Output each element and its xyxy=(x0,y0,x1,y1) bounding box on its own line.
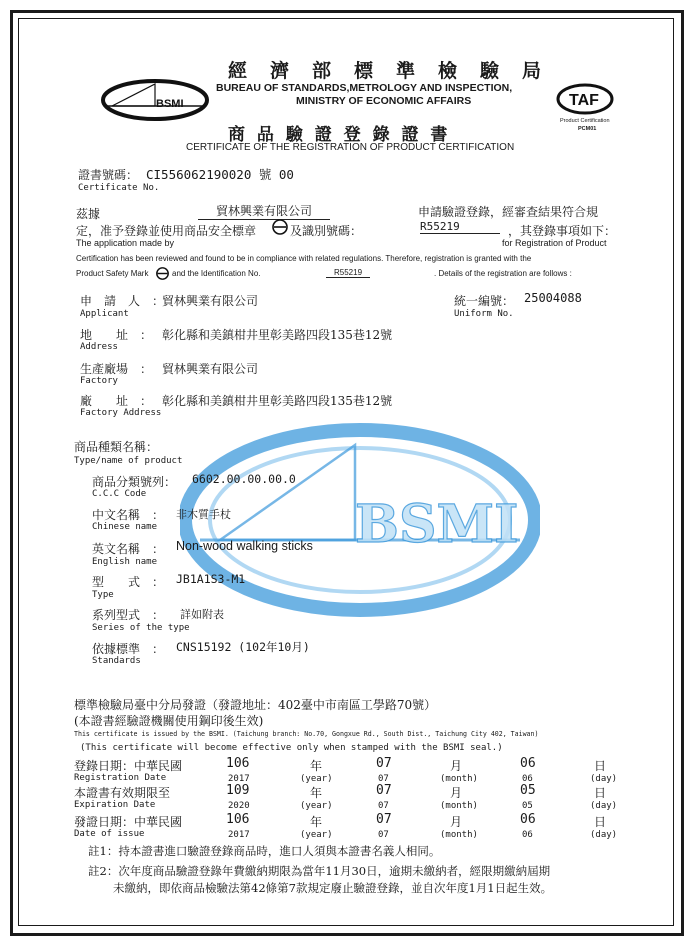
intro-line1-suffix: 申請驗證登錄，經審查結果符合規 xyxy=(418,205,599,219)
expiration-yue: 月 xyxy=(450,786,463,800)
intro-company: 貿林興業有限公司 xyxy=(198,202,330,220)
intro-line2-mid: 及識別號碼： xyxy=(290,224,363,238)
issue-nian: 年 xyxy=(310,815,323,829)
factory-address-label-zh: 廠 址 ： xyxy=(80,394,153,408)
product-type-label-en: Type/name of product xyxy=(74,456,183,466)
ccc-value: 6602.00.00.00.0 xyxy=(192,472,296,486)
intro-id-code: R55219 xyxy=(420,220,500,234)
issue-month-en-val: 07 xyxy=(378,830,389,840)
model-label-zh: 型 式 ： xyxy=(92,575,165,589)
registration-year-en: (year) xyxy=(300,774,333,784)
registration-month-en-val: 07 xyxy=(378,774,389,784)
address-value: 彰化縣和美鎮柑井里彰美路四段135巷12號 xyxy=(162,328,393,342)
registration-month-en: (month) xyxy=(440,774,478,784)
cert-no-label-zh: 證書號碼： xyxy=(78,168,139,182)
factory-value: 貿林興業有限公司 xyxy=(162,362,259,376)
cn-name-value: 非木質手杖 xyxy=(176,508,231,521)
factory-address-label-en: Factory Address xyxy=(80,408,162,418)
registration-day: 06 xyxy=(520,756,536,771)
standard-value: CNS15192 (102年10月) xyxy=(176,640,310,654)
issue-day-en-val: 06 xyxy=(522,830,533,840)
issue-month-en: (month) xyxy=(440,830,478,840)
uniform-value: 25004088 xyxy=(524,291,582,305)
expiration-month-en-val: 07 xyxy=(378,801,389,811)
bsmi-watermark xyxy=(180,420,540,620)
issue-day: 06 xyxy=(520,812,536,827)
expiration-month: 07 xyxy=(376,783,392,798)
intro-en-line3-a: Product Safety Mark xyxy=(76,269,149,278)
factory-label-zh: 生產廠場 ： xyxy=(80,362,153,376)
factory-address-value: 彰化縣和美鎮柑井里彰美路四段135巷12號 xyxy=(162,394,393,408)
cn-name-label-en: Chinese name xyxy=(92,522,158,532)
issue-date-label-zh: 發證日期：中華民國 xyxy=(74,815,183,829)
issue-year-en: (year) xyxy=(300,830,333,840)
expiration-day: 05 xyxy=(520,783,536,798)
issuer-en2: (This certificate will become effective only when stamped with the BSMI seal.) xyxy=(80,743,503,753)
intro-en-for-reg: for Registration of Product xyxy=(502,238,607,248)
bsmi-logo xyxy=(100,78,210,122)
applicant-value: 貿林興業有限公司 xyxy=(162,294,259,308)
expiration-year-en: (year) xyxy=(300,801,333,811)
address-label-en: Address xyxy=(80,342,118,352)
expiration-ri: 日 xyxy=(594,786,607,800)
applicant-label-en: Applicant xyxy=(80,309,129,319)
registration-year-ad: 2017 xyxy=(228,774,250,784)
applicant-label-zh: 申 請 人 ： xyxy=(80,294,165,308)
intro-en-line2: Certification has been reviewed and found to be in compliance with related regulations. Therefore, registration is granted with the xyxy=(76,254,532,263)
note-1: 註1：持本證書進口驗證登錄商品時，進口人須與本證書名義人相同。 xyxy=(88,844,441,858)
intro-en-line3-b: and the Identification No. xyxy=(172,269,261,278)
series-label-en: Series of the type xyxy=(92,623,190,633)
issue-day-en: (day) xyxy=(590,830,618,840)
bsmi-logo-text: BSMI xyxy=(156,98,184,110)
registration-day-en-val: 06 xyxy=(522,774,533,784)
safety-mark-icon xyxy=(272,219,288,235)
note-2a: 註2：次年度商品驗證登錄年費繳納期限為當年11月30日，逾期未繳納者，經限期繳納屆期 xyxy=(88,864,551,878)
watermark-text: BSMI xyxy=(355,494,519,555)
standard-label-en: Standards xyxy=(92,656,141,666)
uniform-label-zh: 統一編號： xyxy=(454,294,515,308)
taf-logo-text: TAF xyxy=(569,92,599,109)
en-name-label-en: English name xyxy=(92,557,158,567)
factory-label-en: Factory xyxy=(80,376,118,386)
issuer-line2: (本證書經驗證機關使用鋼印後生效) xyxy=(74,714,264,728)
bureau-name-en-2: MINISTRY OF ECONOMIC AFFAIRS xyxy=(296,95,472,107)
expiration-year-ad: 2020 xyxy=(228,801,250,811)
intro-line2-suffix: ，其登錄事項如下： xyxy=(508,224,617,238)
note-2b: 未繳納，即依商品檢驗法第42條第7款規定廢止驗證登錄，並自次年度1月1日起生效。 xyxy=(113,881,553,895)
series-value: 詳如附表 xyxy=(180,608,224,621)
en-name-label-zh: 英文名稱 ： xyxy=(92,542,165,556)
address-label-zh: 地 址 ： xyxy=(80,328,153,342)
registration-day-en: (day) xyxy=(590,774,618,784)
bureau-name-en-1: BUREAU OF STANDARDS,METROLOGY AND INSPECTION, xyxy=(216,82,513,94)
issue-ri: 日 xyxy=(594,815,607,829)
cn-name-label-zh: 中文名稱 ： xyxy=(92,508,165,522)
product-type-label-zh: 商品種類名稱： xyxy=(74,440,159,454)
registration-month: 07 xyxy=(376,756,392,771)
certificate-title-en: CERTIFICATE OF THE REGISTRATION OF PRODUCT CERTIFICATION xyxy=(186,142,515,153)
taf-logo xyxy=(552,82,618,120)
registration-date-label-zh: 登錄日期：中華民國 xyxy=(74,759,183,773)
cert-no-label-en: Certificate No. xyxy=(78,183,160,193)
issue-year-ad: 2017 xyxy=(228,830,250,840)
registration-roc-year: 106 xyxy=(226,756,250,771)
intro-line2-prefix: 定，准予登錄並使用商品安全標章 xyxy=(76,224,257,238)
intro-en-line3-c: . Details of the registration are follows : xyxy=(434,269,572,278)
taf-subtitle-1: Product Certification xyxy=(560,118,610,124)
issuer-en1: This certificate is issued by the BSMI. (Taichung branch: No.70, Gongxue Rd., South Dist., Taichung City 402, Taiwan) xyxy=(74,730,539,738)
intro-prefix: 茲據 xyxy=(76,207,101,221)
certificate-title-zh: 商 品 驗 證 登 錄 證 書 xyxy=(228,125,451,145)
intro-en-made-by: The application made by xyxy=(76,238,175,248)
uniform-label-en: Uniform No. xyxy=(454,309,514,319)
standard-label-zh: 依據標準 ： xyxy=(92,642,165,656)
expiration-nian: 年 xyxy=(310,786,323,800)
issuer-line1: 標準檢驗局臺中分局發證（發證地址：402臺中市南區工學路70號） xyxy=(74,698,437,712)
cert-no-value: CI556062190020 號 00 xyxy=(146,167,294,182)
registration-yue: 月 xyxy=(450,759,463,773)
expiration-roc-year: 109 xyxy=(226,783,250,798)
taf-subtitle-2: PCM01 xyxy=(578,126,597,132)
intro-en-line3-code: R55219 xyxy=(326,268,370,278)
ccc-label-zh: 商品分類號列： xyxy=(92,475,177,489)
issue-date-label-en: Date of issue xyxy=(74,829,145,839)
registration-nian: 年 xyxy=(310,759,323,773)
registration-ri: 日 xyxy=(594,759,607,773)
expiration-month-en: (month) xyxy=(440,801,478,811)
registration-date-label-en: Registration Date xyxy=(74,773,167,783)
ccc-label-en: C.C.C Code xyxy=(92,489,147,499)
en-name-value: Non-wood walking sticks xyxy=(176,539,313,553)
issue-roc-year: 106 xyxy=(226,812,250,827)
model-value: JB1A1S3-M1 xyxy=(176,572,246,586)
expiration-date-label-en: Expiration Date xyxy=(74,800,156,810)
expiration-day-en: (day) xyxy=(590,801,618,811)
safety-mark-icon-en xyxy=(156,267,169,280)
issue-month: 07 xyxy=(376,812,392,827)
expiration-day-en-val: 05 xyxy=(522,801,533,811)
model-label-en: Type xyxy=(92,590,114,600)
issue-yue: 月 xyxy=(450,815,463,829)
expiration-date-label-zh: 本證書有效期限至 xyxy=(74,786,171,800)
series-label-zh: 系列型式 ： xyxy=(92,608,165,622)
bureau-name-zh: 經 濟 部 標 準 檢 驗 局 xyxy=(228,60,544,82)
